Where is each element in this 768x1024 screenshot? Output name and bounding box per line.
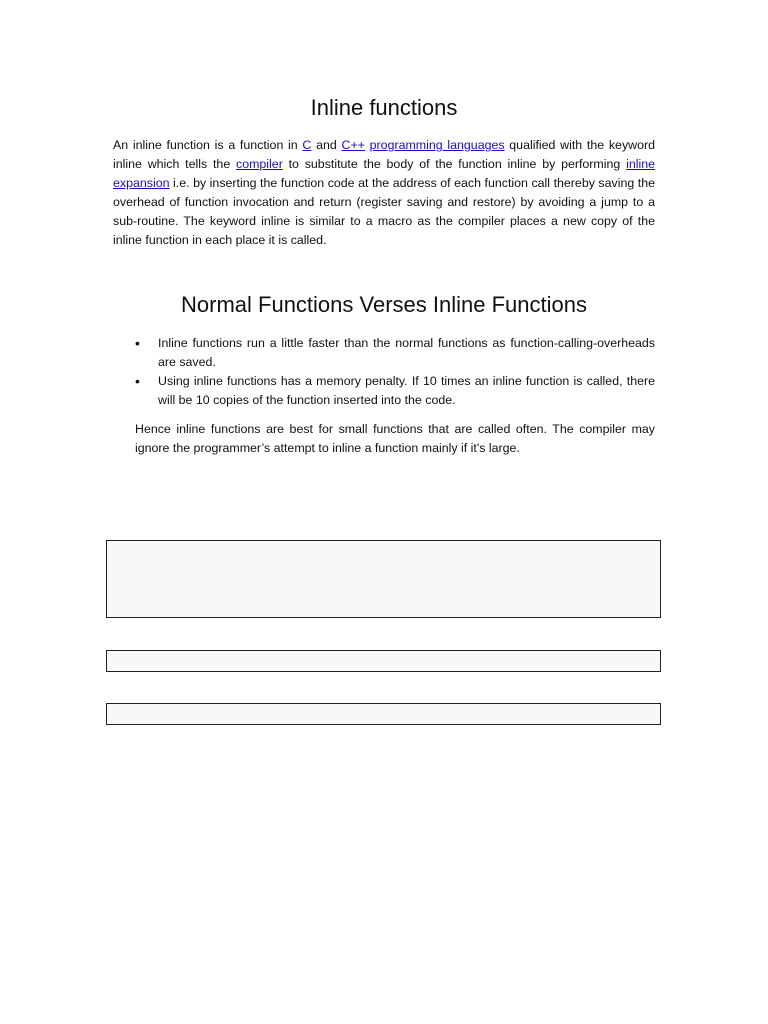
list-item-text: Inline functions run a little faster than the normal functions as function-calling-overheads are saved. [158, 336, 655, 369]
intro-text-1: An inline function is a function in [113, 138, 303, 152]
list-item-text: Using inline functions has a memory penalty. If 10 times an inline function is called, there will be 10 copies of the function inserted into the code. [158, 374, 655, 407]
summary-paragraph: Hence inline functions are best for small functions that are called often. The compiler may ignore the programmer’s attempt to inline a function mainly if it's large. [135, 422, 655, 455]
intro-text-4: qualified with the keyword inline which tells the [113, 138, 656, 171]
intro-text-5: to substitute the body of the function inline by performing [282, 157, 627, 171]
code-box [106, 540, 661, 618]
link-compiler[interactable]: compiler [236, 157, 283, 171]
bullet-icon: • [135, 373, 140, 389]
code-box [106, 650, 661, 672]
link-programming-languages[interactable]: programming languages [369, 138, 505, 152]
page-title: Inline functions [310, 95, 458, 120]
link-inline-expansion[interactable]: inline expansion [113, 157, 656, 190]
list-item [135, 372, 655, 410]
link-c[interactable]: C [302, 138, 312, 152]
intro-text-2: and [311, 138, 342, 152]
intro-text-6: i.e. by inserting the function code at the address of each function call thereby saving the overhead of function invocation and return (register saving and restore) by avoiding a jump to a sub-routine. The keyword inline is similar to a macro as the compiler places a new copy of the inline function in each place it is called. [113, 176, 655, 247]
comparison-list [135, 334, 655, 410]
link-cpp[interactable]: C++ [341, 138, 365, 152]
bullet-icon: • [135, 335, 140, 351]
intro-paragraph [113, 136, 655, 250]
code-box [106, 703, 661, 725]
section-heading: Normal Functions Verses Inline Functions [181, 292, 587, 317]
list-item [135, 334, 655, 372]
